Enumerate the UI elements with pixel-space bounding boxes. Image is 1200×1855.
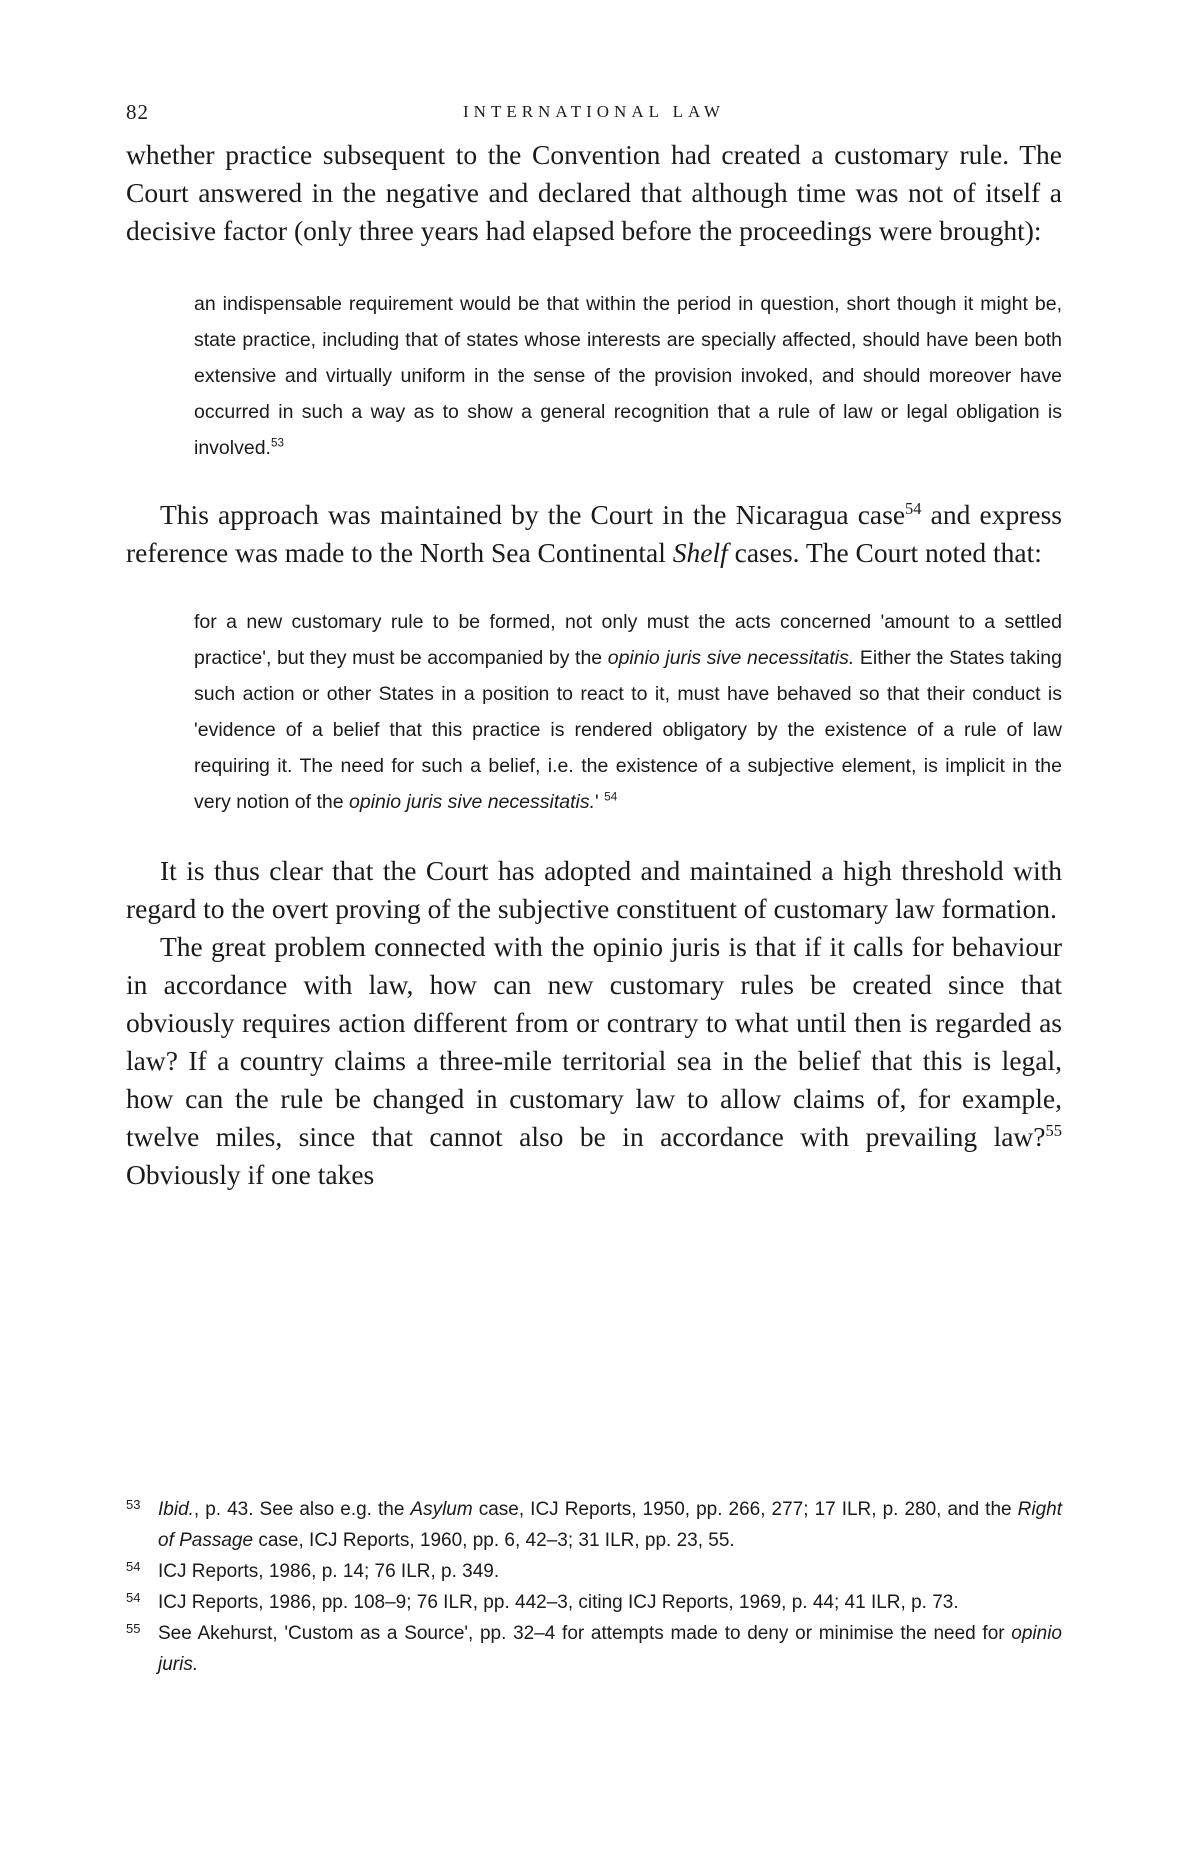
main-text	[126, 136, 1062, 1194]
paragraph-3: It is thus clear that the Court has adopted and maintained a high threshold with regard to the overt proving of the subjective constituent of customary law formation.	[126, 855, 1062, 924]
paragraph-4: The great problem connected with the opinio juris is that if it calls for behaviour in accordance with law, how can new customary rules be created since that obviously requires action different from or contrary to what until then is regarded as law? If a country claims a three-mile territorial sea in the belief that this is legal, how can the rule be changed in customary law to allow claims of, for example, twelve miles, since that cannot also be in accordance with prevailing law?$^{55}$ Obviously if one takes	[126, 931, 1062, 1190]
block-quote-2: for a new customary rule to be formed, not only must the acts concerned 'amount to a settled practice', but they must be accompanied by the opinio juris sive necessitatis. Either the States taking such action or other States in a position to react to it, must have behaved so that their conduct is 'evidence of a belief that this practice is rendered obligatory by the existence of a rule of law requiring it. The need for such a belief, i.e. the existence of a subjective element, is implicit in the very notion of the opinio juris sive necessitatis.' $^{54}$	[194, 611, 1062, 813]
footnote-number: 55	[126, 1621, 141, 1636]
paragraph-1: whether practice subsequent to the Convention had created a customary rule. The Court answered in the negative and declared that although time was not of itself a decisive factor (only three years had elapsed before the proceedings were brought):	[126, 139, 1062, 246]
quote-text: an indispensable requirement would be that within the period in question, short though it might be, state practice, including that of states whose interests are specially affected, should have been both extensive and virtually uniform in the sense of the provision invoked, and should moreover have occurred in such a way as to show a general recognition that a rule of law or legal obligation is involved.	[194, 293, 1062, 459]
footnote-ref: 55	[1045, 1120, 1062, 1140]
footnote: 54 ICJ Reports, 1986, pp. 108–9; 76 ILR, pp. 442–3, citing ICJ Reports, 1969, p. 44; 41 ILR, p. 73.	[126, 1587, 1062, 1618]
paragraph-2: This approach was maintained by the Court in the Nicaragua case$^{54}$ and express reference was made to the North Sea Continental Shelf cases. The Court noted that:	[126, 498, 1062, 568]
footnote: 55 See Akehurst, 'Custom as a Source', pp. 32–4 for attempts made to deny or minimise the need for opinio juris.	[126, 1618, 1062, 1680]
footnote-ref: 53	[270, 436, 284, 450]
footnotes	[126, 1494, 1062, 1680]
block-quote-1	[194, 286, 1062, 466]
footnote-number: 54	[126, 1590, 141, 1605]
footnote: 53 Ibid., p. 43. See also e.g. the Asylum case, ICJ Reports, 1950, pp. 266, 277; 17 ILR, p. 280, and the Right of Passage case, ICJ Reports, 1960, pp. 6, 42–3; 31 ILR, pp. 23, 55.	[126, 1494, 1062, 1556]
footnote: 54 ICJ Reports, 1986, p. 14; 76 ILR, p. 349.	[126, 1556, 1062, 1587]
page-header	[126, 100, 1062, 136]
footnote-ref: 54	[604, 790, 618, 804]
book-page	[126, 100, 1062, 1194]
running-title: INTERNATIONAL LAW	[463, 102, 725, 121]
footnote-number: 53	[126, 1497, 141, 1512]
footnote-number: 54	[126, 1559, 141, 1574]
page-number: 82	[126, 100, 149, 124]
footnote-ref: 54	[905, 498, 922, 518]
